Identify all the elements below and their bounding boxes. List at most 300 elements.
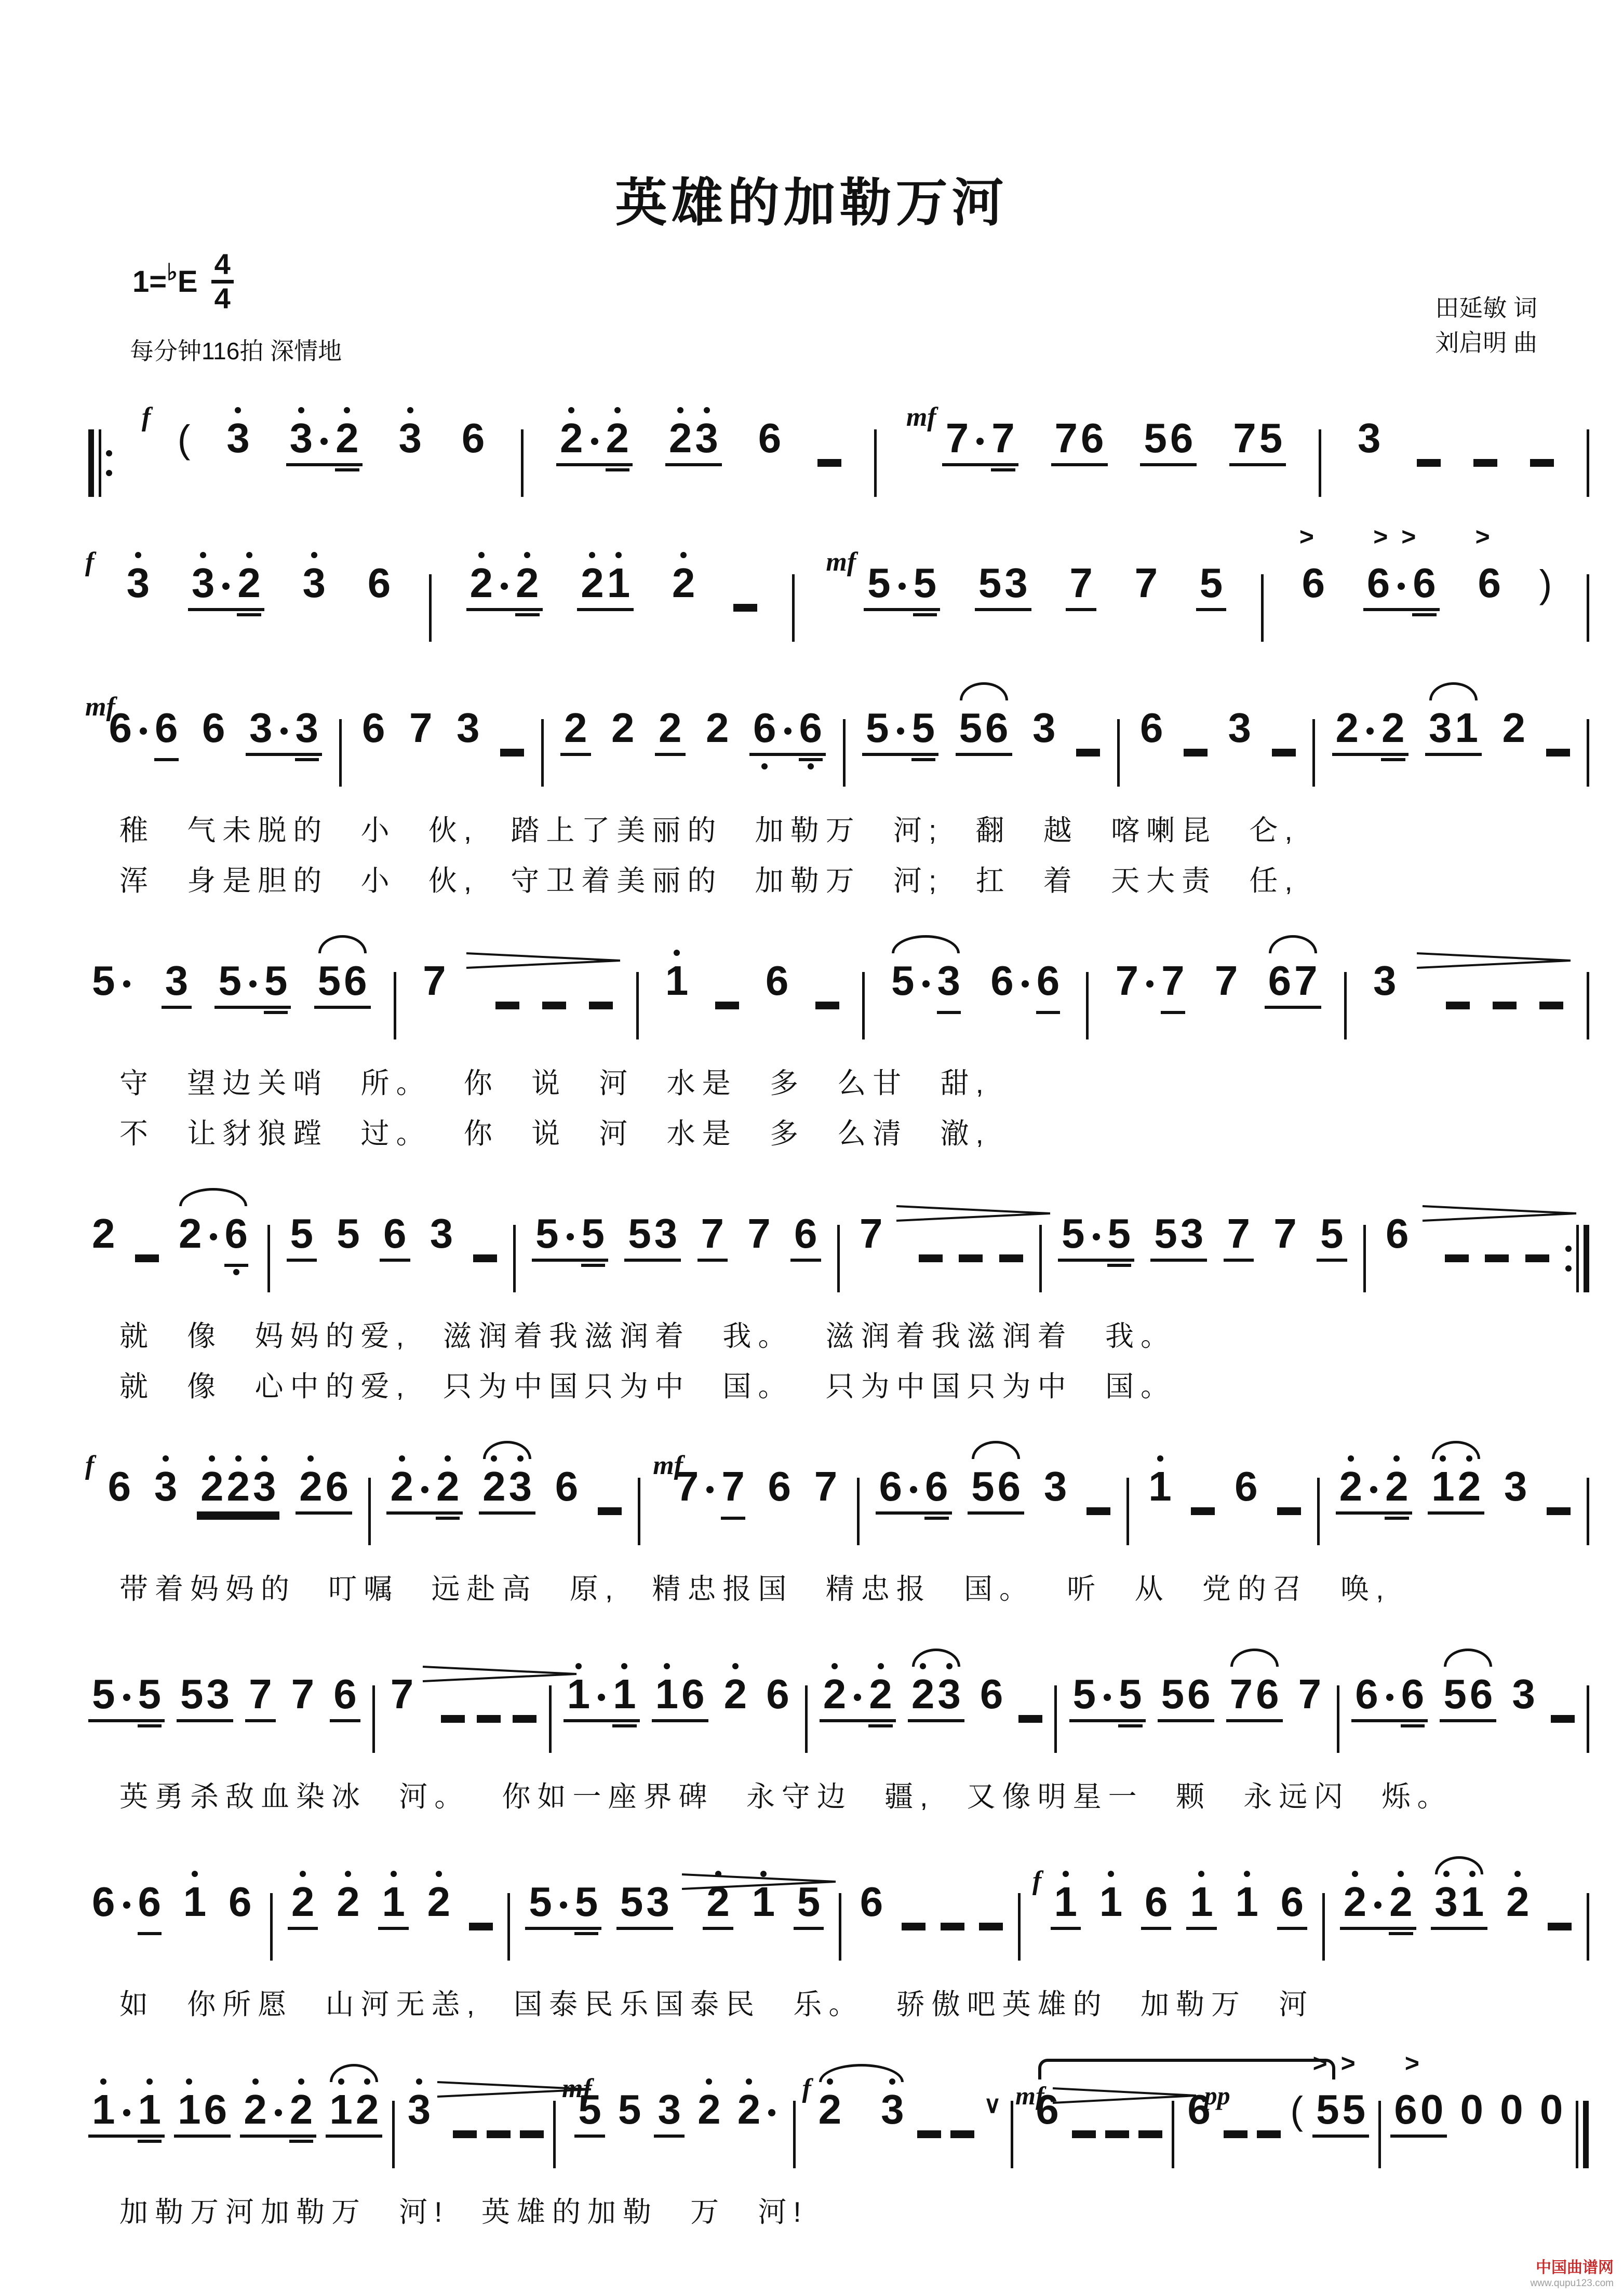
note-group <box>888 957 964 1006</box>
note-digit: 1 <box>1233 1881 1260 1923</box>
octave-dot-above-icon <box>1514 1871 1521 1877</box>
note-digit: 3 <box>1373 957 1397 1004</box>
dash-icon <box>542 1002 566 1009</box>
note-digit: 5 <box>959 705 982 751</box>
augmentation-dot-icon <box>567 1233 574 1240</box>
decrescendo-hairpin <box>1421 1205 1577 1222</box>
note-group <box>286 417 363 466</box>
note-digit: 3 <box>1043 1463 1067 1509</box>
dash-icon <box>135 1254 159 1262</box>
dash-icon <box>453 2130 477 2138</box>
note-digit: 1 <box>664 960 690 1002</box>
note-group <box>1382 1210 1413 1259</box>
note-group <box>1440 1673 1496 1722</box>
dot <box>106 450 112 456</box>
octave-dot-above-icon <box>246 552 252 558</box>
augmentation-dot-icon <box>123 1694 130 1701</box>
dash-icon <box>1257 2130 1281 2138</box>
dynamic-label: f <box>1032 1866 1042 1896</box>
note-group <box>1298 523 1329 608</box>
barline <box>793 2101 796 2168</box>
note-digit: 1 <box>90 2089 117 2130</box>
note-group <box>1231 1881 1262 1927</box>
note-digit: 6 <box>1268 957 1292 1004</box>
note-digit: 6 <box>1144 1879 1168 1925</box>
dash-icon <box>477 1715 501 1723</box>
note-digit: 5 <box>1443 1671 1467 1717</box>
note-digit: 3 <box>654 1210 678 1257</box>
augmentation-dot-icon <box>501 583 508 590</box>
note-group <box>1112 957 1188 1006</box>
octave-dot-above-icon <box>680 552 687 558</box>
note-digit: 1 <box>1053 1881 1079 1923</box>
note-group <box>458 417 489 463</box>
watermark-url: www.qupu123.com <box>1530 2278 1614 2289</box>
note-digit: 2 <box>236 562 262 604</box>
note-digit: 6 <box>758 415 782 461</box>
song-title: 英雄的加勒万河 <box>615 174 1008 232</box>
note-group <box>668 562 699 608</box>
note-group <box>1336 1463 1412 1515</box>
note-group <box>175 1210 251 1259</box>
note-group <box>177 1673 233 1722</box>
score-body <box>0 402 1623 2230</box>
note-group <box>794 1881 824 1930</box>
note-group <box>426 1210 457 1259</box>
note-digit: 1 <box>380 1881 407 1923</box>
dash-icon <box>941 1923 964 1930</box>
note-digit: 6 <box>367 560 391 606</box>
barline <box>1317 1478 1320 1545</box>
music-line <box>88 957 1589 1152</box>
note-digit: 6 <box>1355 1671 1378 1717</box>
note-group <box>1499 707 1530 753</box>
notes-row <box>88 2050 1589 2180</box>
note-digit: 2 <box>670 562 697 604</box>
barline <box>792 574 795 642</box>
dot <box>1565 1246 1572 1252</box>
note-digit: 2 <box>290 1881 316 1923</box>
octave-dot-above-icon <box>344 407 350 413</box>
octave-dot-above-icon <box>345 1871 351 1877</box>
dash-icon <box>1525 1254 1549 1262</box>
note-group <box>358 707 389 753</box>
barline <box>1117 719 1120 787</box>
note-group <box>1196 562 1227 611</box>
note-digit: 2 <box>817 2089 843 2130</box>
bar-thin <box>1378 2101 1381 2168</box>
note-group <box>1363 523 1440 611</box>
barline <box>88 429 112 497</box>
note-digit: 5 <box>867 560 891 606</box>
note-digit: 5 <box>797 1879 821 1925</box>
note-digit: 5 <box>910 707 937 749</box>
key-prefix: 1= <box>132 264 167 299</box>
dynamic-label: mf <box>562 2073 592 2103</box>
note-group <box>856 1881 887 1927</box>
bar-thin <box>270 1893 273 1961</box>
dash-icon <box>1446 1002 1470 1009</box>
note-group <box>762 1673 793 1719</box>
note-group <box>287 1210 317 1262</box>
note-digit: 5 <box>1320 1210 1344 1257</box>
note-group <box>815 2086 908 2135</box>
note-digit: 0 <box>1420 2086 1444 2132</box>
barline <box>1565 1225 1589 1292</box>
note-digit: 5 <box>891 957 915 1004</box>
dynamic-label: mf <box>1015 2081 1044 2110</box>
note-group <box>466 562 543 611</box>
octave-dot-above-icon <box>1198 1871 1204 1877</box>
note-digit: 3 <box>1357 415 1381 461</box>
octave-dot-above-icon <box>568 407 574 413</box>
note-digit: 2 <box>611 705 635 751</box>
augmentation-dot-icon <box>123 2109 130 2116</box>
flat-icon: ♭ <box>167 259 178 285</box>
octave-dot-above-icon <box>478 552 485 558</box>
repeat-dots-icon <box>106 429 112 497</box>
note-digit: 3 <box>1512 1671 1535 1717</box>
bar-thick <box>1584 1225 1589 1292</box>
bar-thin <box>1018 1893 1021 1961</box>
hairpin-icon <box>1421 1205 1577 1222</box>
note-digit: 3 <box>294 707 320 749</box>
note-group <box>1211 957 1242 1006</box>
note-digit: 2 <box>706 705 729 751</box>
note-digit: 7 <box>1134 560 1158 606</box>
note-digit: 6 <box>997 1463 1021 1509</box>
note-digit: 2 <box>1505 1881 1531 1923</box>
octave-dot-above-icon <box>307 1455 314 1462</box>
note-digit: 3 <box>658 2086 681 2132</box>
barline <box>553 2101 556 2168</box>
bar-thin <box>1587 574 1589 642</box>
note-digit: 7 <box>1229 1671 1253 1717</box>
note-digit: 1 <box>566 1673 592 1715</box>
note-group <box>1503 1881 1533 1927</box>
note-group <box>876 1463 952 1515</box>
octave-dot-below-icon <box>761 763 768 769</box>
composer-credit: 刘启明 曲 <box>1435 329 1537 356</box>
barline <box>1587 719 1589 787</box>
octave-dot-below-icon <box>808 763 814 769</box>
note-group <box>1500 1463 1531 1511</box>
barline <box>507 1893 510 1961</box>
octave-dot-above-icon <box>706 2078 712 2085</box>
augmentation-dot-icon <box>1398 583 1405 590</box>
bar-thin <box>862 972 865 1039</box>
note-group <box>616 1881 673 1930</box>
octave-dot-above-icon <box>831 1663 838 1669</box>
decrescendo-hairpin <box>422 1665 578 1683</box>
note-digit: 6 <box>765 957 789 1004</box>
note-digit: 1 <box>176 2089 203 2130</box>
note-digit: 3 <box>225 417 251 459</box>
octave-dot-above-icon <box>1244 1871 1250 1877</box>
note-group <box>614 2086 645 2135</box>
note-group <box>88 1210 119 1259</box>
note-digit: 6 <box>1469 1671 1493 1717</box>
dash-icon <box>1277 1507 1301 1515</box>
note-digit: 6 <box>923 1466 950 1507</box>
bar-thin <box>1344 972 1347 1039</box>
augmentation-dot-icon <box>1022 980 1029 988</box>
barline <box>1587 429 1589 497</box>
barline <box>837 1225 840 1292</box>
note-group <box>380 1210 410 1262</box>
note-digit: 5 <box>535 1210 559 1257</box>
accent-icon: > <box>1475 523 1504 551</box>
note-digit: 2 <box>696 2089 722 2130</box>
octave-dot-above-icon <box>1469 1871 1476 1877</box>
note-digit: 7 <box>1227 1210 1250 1257</box>
barline <box>513 1225 516 1292</box>
augmentation-dot-icon <box>1370 1486 1377 1493</box>
note-digit: 7 <box>1069 560 1093 606</box>
note-digit: 6 <box>1394 2086 1417 2132</box>
note-digit: 3 <box>936 960 962 1002</box>
note-digit: 5 <box>1117 1673 1144 1715</box>
octave-dot-above-icon <box>1157 1455 1163 1462</box>
note-group <box>1029 707 1059 753</box>
dash-icon <box>1417 459 1441 467</box>
note-group <box>288 1673 318 1719</box>
note-group <box>406 707 436 753</box>
octave-dot-above-icon <box>146 2078 153 2085</box>
augmentation-dot-icon <box>275 2109 282 2116</box>
octave-dot-above-icon <box>1398 1871 1404 1877</box>
note-digit: 2 <box>910 1673 936 1715</box>
note-digit: 5 <box>1106 1213 1133 1254</box>
note-digit: 7 <box>1273 1210 1297 1257</box>
note-digit: 7 <box>814 1463 838 1509</box>
note-digit: 2 <box>558 417 585 459</box>
note-digit: 6 <box>333 1671 357 1717</box>
note-digit: 3 <box>1004 560 1028 606</box>
note-group <box>214 957 291 1009</box>
dash-icon <box>959 1254 983 1262</box>
note-group <box>330 1673 360 1722</box>
octave-dot-above-icon <box>614 407 621 413</box>
dash-icon <box>902 1923 925 1930</box>
note-digit: 5 <box>580 1213 607 1254</box>
note-digit: 2 <box>1502 705 1525 751</box>
note-digit: 2 <box>199 1466 225 1507</box>
note-digit: 7 <box>1233 415 1256 461</box>
note-digit: 1 <box>1098 1881 1124 1923</box>
note-group <box>864 562 940 611</box>
note-digit: 7 <box>747 1210 771 1257</box>
note-group <box>1317 1210 1347 1262</box>
note-digit: 3 <box>301 562 328 604</box>
octave-dot-above-icon <box>209 1455 215 1462</box>
note-group <box>105 707 182 753</box>
barline <box>857 1478 860 1545</box>
note-group <box>1428 1463 1484 1515</box>
dash-icon <box>1105 2130 1129 2138</box>
bar-thin <box>1172 2101 1174 2168</box>
note-digit: 0 <box>1500 2086 1523 2132</box>
note-group <box>188 562 264 611</box>
note-group <box>1277 1881 1308 1930</box>
bar-thin <box>372 1685 375 1753</box>
note-group <box>552 1463 582 1511</box>
dash-icon <box>817 459 841 467</box>
note-digit: 2 <box>335 1881 361 1923</box>
augmentation-dot-icon <box>591 438 598 445</box>
note-group <box>1332 707 1409 756</box>
note-digit: 2 <box>659 705 682 751</box>
note-digit: 6 <box>1478 560 1501 606</box>
note-group <box>240 2086 316 2138</box>
note-digit: 3 <box>1429 705 1452 751</box>
note-digit: 1 <box>1430 1466 1456 1507</box>
note-digit: 6 <box>153 707 180 749</box>
note-group <box>1051 1881 1081 1930</box>
accent-icon: > <box>1299 523 1327 551</box>
lyrics-row: 加勒万河加勒万 河! 英雄的加勒 万 河! <box>119 2196 808 2228</box>
barline <box>805 1685 808 1753</box>
note-digit: 1 <box>328 2089 354 2130</box>
note-digit: 3 <box>406 2089 433 2130</box>
note-digit: 1 <box>137 2089 163 2130</box>
note-group <box>424 1881 454 1927</box>
note-digit: 6 <box>794 1210 817 1257</box>
octave-dot-above-icon <box>621 1663 627 1669</box>
note-digit: 6 <box>223 1213 250 1254</box>
bar-thin <box>368 1478 371 1545</box>
dash-icon <box>513 1715 536 1723</box>
augmentation-dot-icon <box>1386 1694 1393 1701</box>
note-digit: 1 <box>750 1881 777 1923</box>
paren-text: ) <box>1539 562 1552 605</box>
note-digit: 6 <box>108 1463 131 1509</box>
note-digit: 6 <box>1411 562 1438 604</box>
note-digit: 3 <box>507 1466 534 1507</box>
note-digit: 6 <box>325 1463 349 1509</box>
note-digit: 5 <box>218 957 242 1004</box>
octave-dot-above-icon <box>589 552 595 558</box>
note-digit: 5 <box>180 1671 204 1717</box>
notes-row <box>88 1866 1589 1972</box>
note-digit: 2 <box>1380 707 1406 749</box>
note-group <box>88 1881 165 1927</box>
note-digit: 1 <box>654 1673 680 1715</box>
note-group <box>1226 1673 1283 1722</box>
note-group <box>662 957 692 1006</box>
bar-thin <box>1587 429 1589 497</box>
octave-dot-above-icon <box>878 1663 884 1669</box>
octave-dot-above-icon <box>407 407 413 413</box>
key-signature <box>132 249 234 314</box>
barline <box>1576 2101 1589 2168</box>
bar-thin <box>1011 2101 1013 2168</box>
octave-dot-above-icon <box>575 1663 582 1669</box>
repeat-dots-icon <box>1565 1225 1572 1292</box>
bar-thin <box>874 429 877 497</box>
note-group <box>654 2086 685 2138</box>
note-digit: 6 <box>1170 415 1193 461</box>
bar-thin <box>843 719 846 787</box>
note-digit: 6 <box>768 1463 792 1509</box>
augmentation-dot-icon <box>1104 1694 1111 1701</box>
note-digit: 6 <box>202 705 225 751</box>
note-digit: 6 <box>1036 2086 1059 2132</box>
note-group <box>180 1881 210 1927</box>
augmentation-dot-icon <box>210 1233 217 1240</box>
note-digit: 6 <box>1235 1463 1258 1509</box>
note-digit: 5 <box>1144 415 1167 461</box>
augmentation-dot-icon <box>123 1901 130 1909</box>
note-group <box>404 2086 435 2135</box>
note-group <box>1270 1210 1300 1259</box>
note-group <box>386 1463 463 1515</box>
bar-thin <box>837 1225 840 1292</box>
note-group <box>453 707 484 753</box>
dash-icon <box>1272 749 1296 757</box>
hairpin-icon <box>1052 2087 1197 2104</box>
bar-thin <box>267 1225 270 1292</box>
note-digit: 3 <box>879 2089 906 2130</box>
note-digit: 6 <box>461 415 485 461</box>
note-group <box>862 707 938 756</box>
barline <box>839 1893 841 1961</box>
lyrics-row: 就 像 妈妈的爱, 滋润着我滋润着 我。 滋润着我滋润着 我。 <box>119 1320 1176 1352</box>
note-group <box>1136 707 1167 753</box>
music-line <box>85 692 1589 899</box>
note-digit: 2 <box>468 562 495 604</box>
dash-icon <box>919 1254 943 1262</box>
note-group <box>1457 2086 1487 2135</box>
dash-icon <box>1184 749 1208 757</box>
note-digit: 1 <box>1147 1466 1173 1507</box>
note-group <box>395 417 425 463</box>
note-group <box>1496 2086 1527 2135</box>
barline <box>270 1893 273 1961</box>
dash-icon <box>1076 749 1100 757</box>
octave-dot-above-icon <box>100 2078 106 2085</box>
bar-thin <box>541 719 544 787</box>
octave-dot-above-icon <box>261 1455 267 1462</box>
note-digit: 5 <box>578 2086 601 2132</box>
decrescendo-hairpin <box>895 1205 1051 1222</box>
augmentation-dot-icon <box>910 1486 917 1493</box>
octave-dot-above-icon <box>524 552 530 558</box>
note-digit: 5 <box>263 960 289 1002</box>
note-group <box>665 417 722 466</box>
note-group <box>720 1673 751 1719</box>
dash-icon <box>1548 1923 1572 1930</box>
note-group <box>1265 957 1321 1009</box>
augmentation-dot-icon <box>280 727 288 735</box>
octave-dot-above-icon <box>135 552 141 558</box>
octave-dot-above-icon <box>677 407 683 413</box>
accent-icon: >> <box>1373 523 1430 551</box>
note-group <box>624 1210 681 1262</box>
note-digit: 6 <box>362 705 385 751</box>
note-digit: 6 <box>383 1210 407 1257</box>
hairpin-icon <box>895 1205 1051 1222</box>
decrescendo-hairpin <box>465 952 621 969</box>
augmentation-dot-icon <box>222 583 230 590</box>
note-group <box>1058 1210 1134 1262</box>
dash-icon <box>1493 1002 1517 1009</box>
note-group <box>811 1463 841 1511</box>
dash-icon <box>1087 1507 1110 1515</box>
barline <box>429 574 432 642</box>
augmentation-dot-icon <box>784 727 792 735</box>
lyrics-row: 守 望边关哨 所。 你 说 河 水是 多 么甘 甜, <box>119 1067 990 1099</box>
